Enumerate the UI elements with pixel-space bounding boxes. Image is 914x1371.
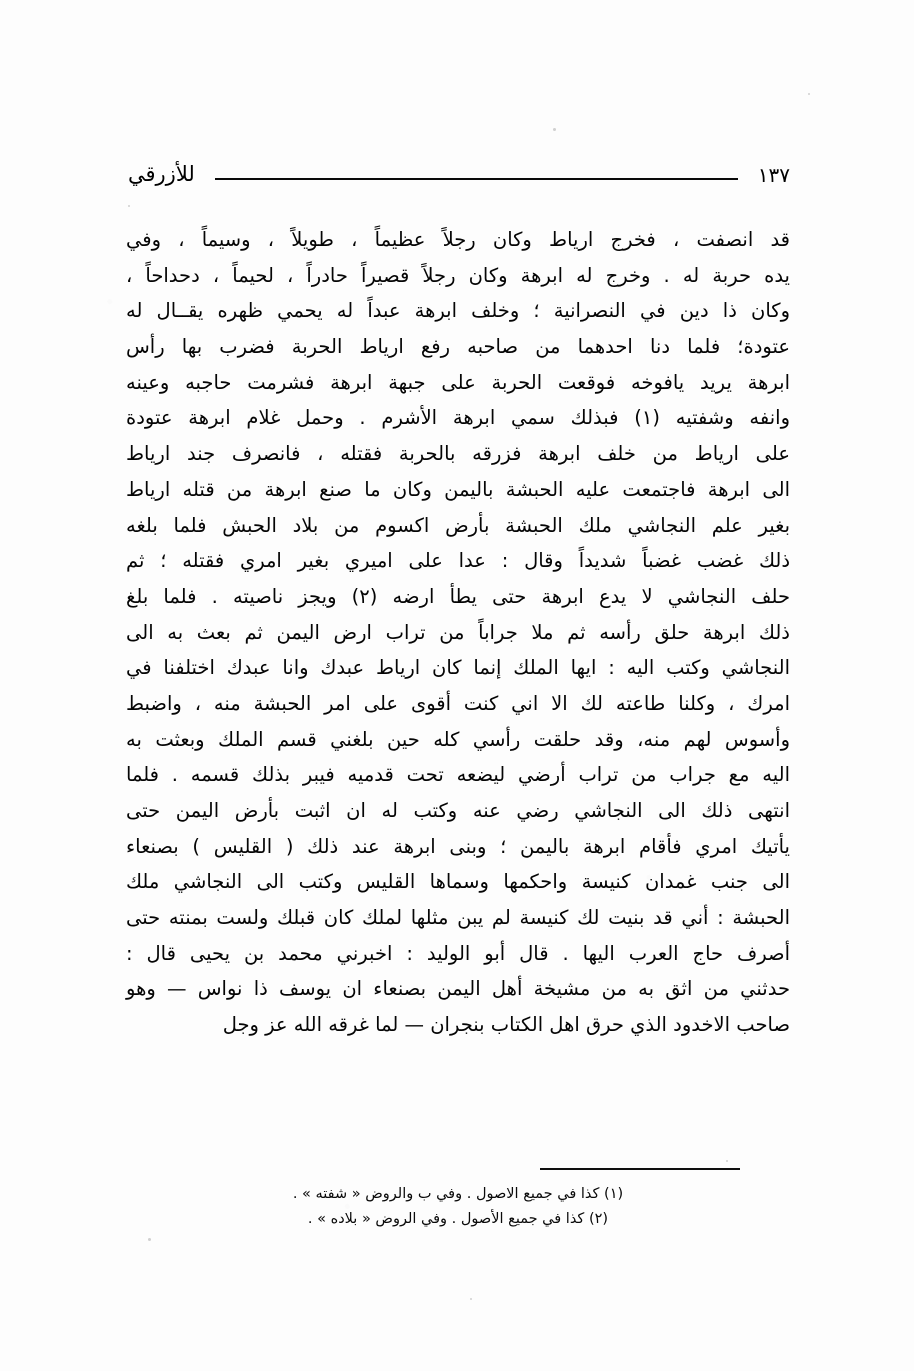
- body-line-text: بغير علم النجاشي ملك الحبشة بأرض اكسوم من بلاد الحبش فلما بلغه: [126, 513, 790, 537]
- body-line-text: وأسوس لهم منه، وقد حلقت رأسي كله حين بلغني قسم الملك وبعثت به: [126, 727, 790, 751]
- body-line-text: الى ابرهة فاجتمعت عليه الحبشة باليمن وكان ما صنع ابرهة من قتله ارياط: [126, 477, 790, 501]
- body-line-text: حلف النجاشي لا يدع ابرهة حتى يطأ ارضه (٢) ويجز ناصيته . فلما بلغ: [126, 584, 790, 608]
- body-line-text: امرك ، وكلنا طاعته لك الا اني كنت أقوى على امر الحبشة منه ، واضبط: [126, 691, 790, 715]
- body-text-block: [126, 222, 790, 1043]
- footnote-item: (٢) كذا في جميع الأصول . وفي الروض « بلاده » .: [307, 1211, 609, 1227]
- body-line: [126, 472, 790, 508]
- body-line: [126, 543, 790, 579]
- body-line: [126, 1007, 790, 1043]
- body-line: [126, 900, 790, 936]
- body-line: [126, 400, 790, 436]
- body-line: [126, 222, 790, 258]
- scan-speck: [553, 128, 556, 131]
- body-line-text: يأتيك امري فأقام ابرهة باليمن ؛ وبنى ابرهة عند ذلك ( القليس ) بصنعاء: [126, 834, 790, 858]
- body-line: [126, 436, 790, 472]
- body-line-text: عتودة؛ فلما دنا احدهما من صاحبه رفع ارياط الحربة فضرب بها رأس: [126, 335, 790, 359]
- footnote-item: (١) كذا في جميع الاصول . وفي ب والروض « شفته » .: [292, 1186, 624, 1202]
- body-line: [126, 293, 790, 329]
- body-line: [126, 258, 790, 294]
- body-line: [126, 829, 790, 865]
- body-line-text: ابرهة يريد يافوخه فوقعت الحربة على جبهة ابرهة فشرمت حاجبه وعينه: [126, 370, 790, 394]
- running-head-title: للأزرقي: [128, 161, 195, 186]
- scan-speck: [128, 205, 130, 207]
- body-line-text: الحبشة : أني قد بنيت لك كنيسة لم يبن مثلها لملك كان قبلك ولست بمنته حتى: [126, 906, 790, 930]
- body-line-text: صاحب الاخدود الذي حرق اهل الكتاب بنجران — لما غرقه الله عز وجل: [222, 1013, 790, 1037]
- body-line-text: ذلك غضب غضباً شديداً وقال : عدا على اميري بغير امري فقتله ؛ ثم: [126, 549, 790, 573]
- body-line: [126, 793, 790, 829]
- body-line: [126, 615, 790, 651]
- scan-speck: [808, 93, 810, 95]
- scan-speck: [726, 1160, 728, 1162]
- body-line: [126, 936, 790, 972]
- body-line-text: على ارياط من خلف ابرهة فزرقه بالحربة فقتله ، فانصرف جند ارياط: [126, 442, 790, 466]
- body-line-text: وكان ذا دين في النصرانية ؛ وخلف ابرهة عبداً له يحمي ظهره يقــال له: [126, 299, 790, 323]
- body-line-text: حدثني من اثق به من مشيخة أهل اليمن بصنعاء ان يوسف ذا نواس — وهو: [126, 977, 790, 1001]
- body-line: [126, 365, 790, 401]
- body-line: [126, 722, 790, 758]
- page-header: [128, 160, 790, 194]
- body-line-text: يده حربة له . وخرج له ابرهة وكان رجلاً قصيراً حادراً ، لحيماً ، دحداحاً ،: [126, 263, 790, 287]
- page-number: ١٣٧: [757, 163, 790, 187]
- body-line: [126, 686, 790, 722]
- header-divider-rule: [215, 178, 738, 180]
- body-line-text: الى جنب غمدان كنيسة واحكمها وسماها القليس وكتب الى النجاشي ملك: [126, 870, 790, 894]
- body-line-text: انتهى ذلك الى النجاشي رضي عنه وكتب له ان اثبت بأرض اليمن حتى: [126, 799, 790, 822]
- body-line: [126, 864, 790, 900]
- scan-speck: [148, 1238, 151, 1241]
- body-line: [126, 757, 790, 793]
- body-line-text: ذلك ابرهة حلق رأسه ثم ملا جراباً من تراب ارض اليمن ثم بعث به الى: [126, 620, 790, 644]
- body-line-text: اليه مع جراب من تراب أرضي ليضعه تحت قدميه فيبر بذلك قسمه . فلما: [126, 763, 790, 787]
- body-line: [126, 329, 790, 365]
- body-line: [126, 579, 790, 615]
- body-line: [126, 971, 790, 1007]
- footnote-block: [126, 1182, 790, 1232]
- body-line-text: النجاشي وكتب اليه : ايها الملك إنما كان ارياط عبدك وانا عبدك اختلفنا في: [126, 656, 790, 680]
- body-line: [126, 508, 790, 544]
- body-line: [126, 650, 790, 686]
- footnote-separator-rule: [540, 1168, 740, 1170]
- body-line-text: أصرف حاج العرب اليها . قال أبو الوليد : اخبرني محمد بن يحيى قال :: [126, 941, 790, 965]
- body-line-text: قد انصفت ، فخرج ارياط وكان رجلاً عظيماً ، طويلاً ، وسيماً ، وفي: [126, 228, 790, 251]
- body-line-text: وانفه وشفتيه (١) فبذلك سمي ابرهة الأشرم . وحمل غلام ابرهة عتودة: [126, 406, 790, 430]
- scan-speck: [470, 1298, 472, 1300]
